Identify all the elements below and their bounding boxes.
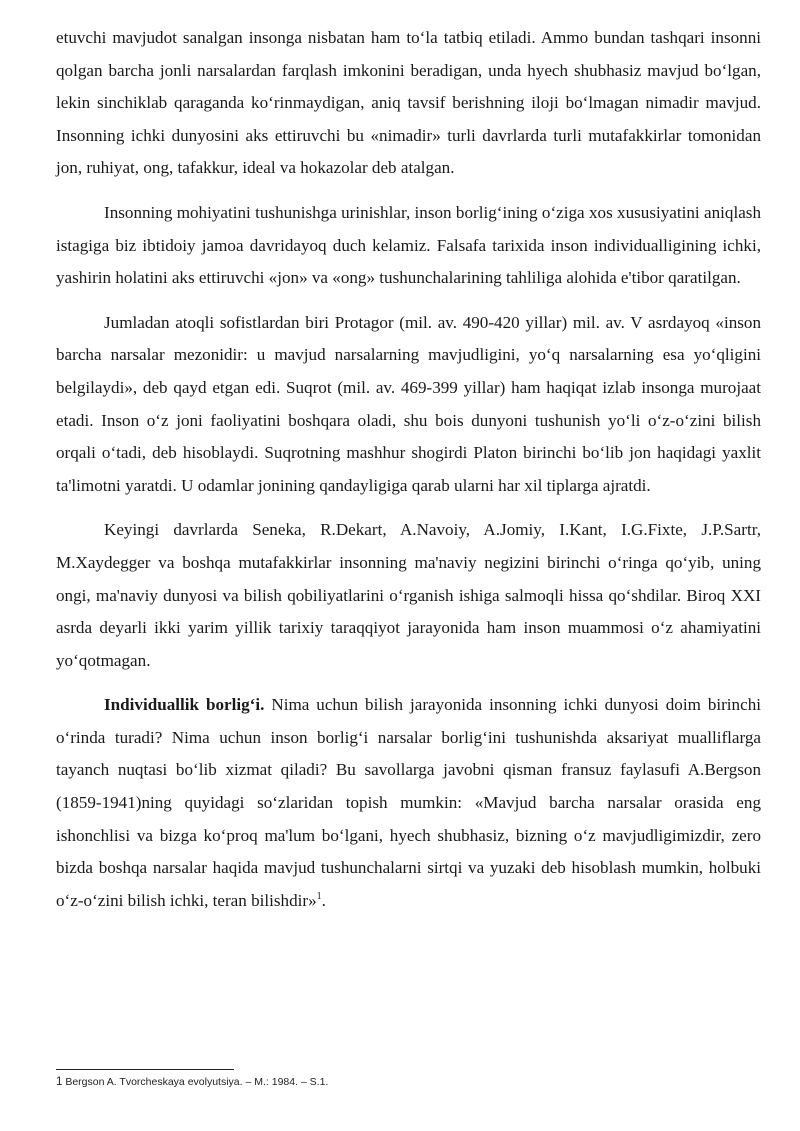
paragraph-tail: . — [321, 890, 326, 910]
footnote-number: 1 — [56, 1076, 63, 1088]
footnote-text: Bergson A. Tvorcheskaya evolyutsiya. – M.: 1984. – S.1. — [62, 1076, 329, 1088]
paragraph-1 — [56, 22, 761, 185]
footnote-reference[interactable]: 1 — [316, 890, 322, 902]
footnote-divider — [56, 1069, 234, 1070]
paragraph-2 — [56, 197, 761, 295]
paragraph-text: Jumladan atoqli sofistlardan biri Protagor (mil. av. 490-420 yillar) mil. av. V asrdayoq «inson barcha narsalar mezonidir: u mavjud narsalarning mavjudligini, yo‘q narsalarning esa yo‘qligini belgilaydi», deb qayd etgan edi. Suqrot (mil. av. 469-399 yillar) ham haqiqat izlab insonga murojaat etadi. Inson o‘z joni faoliyatini boshqara oladi, shu bois dunyoni tushunish yo‘li o‘z-o‘zini bilish orqali o‘tadi, deb hisoblaydi. Suqrotning mashhur shogirdi Platon birinchi bo‘lib jon haqidagi yaxlit ta'limotni yaratdi. U odamlar jonining qandayligiga qarab ularni har xil tiplarga ajratdi. — [56, 312, 761, 495]
document-page — [56, 22, 761, 929]
paragraph-text: Keyingi davrlarda Seneka, R.Dekart, A.Navoiy, A.Jomiy, I.Kant, I.G.Fixte, J.P.Sartr, M.Xaydegger va boshqa mutafakkirlar insonning ma'naviy negizini birinchi o‘ringa qo‘yib, uning ongi, ma'naviy dunyosi va bilish qobiliyatlarini o‘rganish ishiga salmoqli hissa qo‘shdilar. Biroq XXI asrda deyarli ikki yarim yillik tarixiy taraqqiyot jarayonida ham inson muammosi o‘z ahamiyatini yo‘qotmagan. — [56, 520, 761, 670]
section-heading: Individuallik borlig‘i. — [104, 695, 265, 715]
paragraph-5 — [56, 689, 761, 917]
paragraph-text: Nima uchun bilish jarayonida insonning ichki dunyosi doim birinchi o‘rinda turadi? Nima uchun inson borlig‘i narsalar borlig‘ini tushunishda aksariyat mualliflarga tayanch nuqtasi bo‘lib xizmat qiladi? Bu savollarga javobni qisman fransuz faylasufi A.Bergson (1859-1941)ning quyidagi so‘zlaridan topish mumkin: «Mavjud barcha narsalar orasida eng ishonchlisi va bizga ko‘proq ma'lum bo‘lgani, hyech shubhasiz, bizning o‘z mavjudligimizdir, zero bizda boshqa narsalar haqida mavjud tushunchalarni sirtqi va yuzaki deb hisoblash mumkin, holbuki o‘z-o‘zini bilish ichki, teran bilishdir» — [56, 695, 761, 910]
paragraph-4 — [56, 514, 761, 677]
paragraph-3 — [56, 307, 761, 503]
paragraph-text: etuvchi mavjudot sanalgan insonga nisbatan ham to‘la tatbiq etiladi. Ammo bundan tashqari insonni qolgan barcha jonli narsalardan farqlash imkonini beradigan, unda hyech shubhasiz mavjud bo‘lgan, lekin sinchiklab qaraganda ko‘rinmaydigan, aniq tavsif berishning iloji bo‘lmagan nimadir mavjud. Insonning ichki dunyosini aks ettiruvchi bu «nimadir» turli davrlarda turli mutafakkirlar tomonidan jon, ruhiyat, ong, tafakkur, ideal va hokazolar deb atalgan. — [56, 28, 761, 178]
paragraph-text: Insonning mohiyatini tushunishga urinishlar, inson borlig‘ining o‘ziga xos xususiyatini aniqlash istagiga biz ibtidoiy jamoa davridayoq duch kelamiz. Falsafa tarixida inson individualligining ichki, yashirin holatini aks ettiruvchi «jon» va «ong» tushunchalarining tahliliga alohida e'tibor qaratilgan. — [56, 202, 761, 288]
footnote — [56, 1075, 328, 1089]
